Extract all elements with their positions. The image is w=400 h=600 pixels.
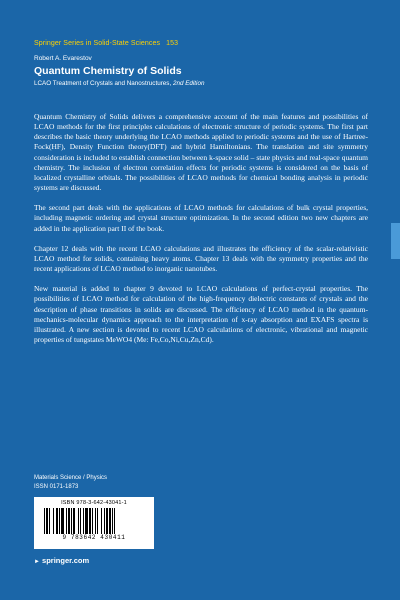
issn-number: ISSN 0171-1873: [34, 483, 79, 490]
url-text: springer.com: [42, 556, 90, 565]
subtitle-main: LCAO Treatment of Crystals and Nanostructures,: [34, 80, 172, 87]
blurb-paragraph: The second part deals with the applications of LCAO methods for calculations of bulk crystal properties, including magnetic ordering and crystal structure optimization. In the second edition two new chapters are added in the application part II of the book.: [34, 203, 368, 233]
barcode-icon: [42, 508, 146, 534]
category-block: [34, 474, 107, 491]
barcode-digits: 9 783642 430411: [62, 534, 126, 541]
author-name: Robert A. Evarestov: [34, 55, 92, 62]
arrow-icon: ►: [34, 559, 40, 565]
subject-category: Materials Science / Physics: [34, 475, 108, 481]
isbn-label: ISBN 978-3-642-43041-1: [61, 500, 127, 506]
blurb-paragraph: Quantum Chemistry of Solids delivers a comprehensive account of the main features and possibilities of LCAO methods for the first principles calculations of electronic structure of periodic systems. The first part describes the basic theory underlying the LCAO methods applied to periodic systems and the use of Hartree-Fock(HF), Density Function theory(DFT) and hybrid Hamiltonians. The translation and site symmetry consideration is included to establish connection between k-space solid – state physics and real-space quantum chemistry. The inclusion of electron correlation effects for periodic systems is considered on the basis of localized crystalline orbitals. The possibilities of LCAO methods for chemical bonding analysis in periodic systems are discussed.: [34, 112, 368, 193]
blurb-paragraph: New material is added to chapter 9 devoted to LCAO calculations of perfect-crystal properties. The possibilities of LCAO method for calculation of the high-frequency dielectric constants of crystals and the description of phase transitions in solids are discussed. The efficiency of LCAO method in the quantum-mechanics-molecular dynamics approach to the interpretation of x-ray absorption and EXAFS spectra is illustrated. A new section is devoted to recent LCAO calculations of electronic, vibrational and magnetic properties of tungstates MeWO4 (Me: Fe,Co,Ni,Cu,Zn,Cd).: [34, 284, 368, 344]
series-name: Springer Series in Solid-State Sciences: [34, 40, 161, 47]
blurb: [34, 112, 368, 355]
publisher-url[interactable]: [34, 556, 89, 565]
barcode-panel: [34, 497, 154, 549]
subtitle-edition: 2nd Edition: [172, 80, 205, 87]
cover-header: [34, 40, 380, 87]
series-line: [34, 40, 380, 47]
series-number: 153: [166, 40, 179, 47]
side-color-tab: [391, 223, 400, 259]
book-title: Quantum Chemistry of Solids: [34, 65, 182, 77]
book-subtitle: [34, 80, 380, 87]
blurb-paragraph: Chapter 12 deals with the recent LCAO calculations and illustrates the efficiency of the scalar-relativistic LCAO method for solids, containing heavy atoms. Chapter 13 deals with the symmetry properties and the recent applications of LCAO method to inorganic nanotubes.: [34, 243, 368, 274]
